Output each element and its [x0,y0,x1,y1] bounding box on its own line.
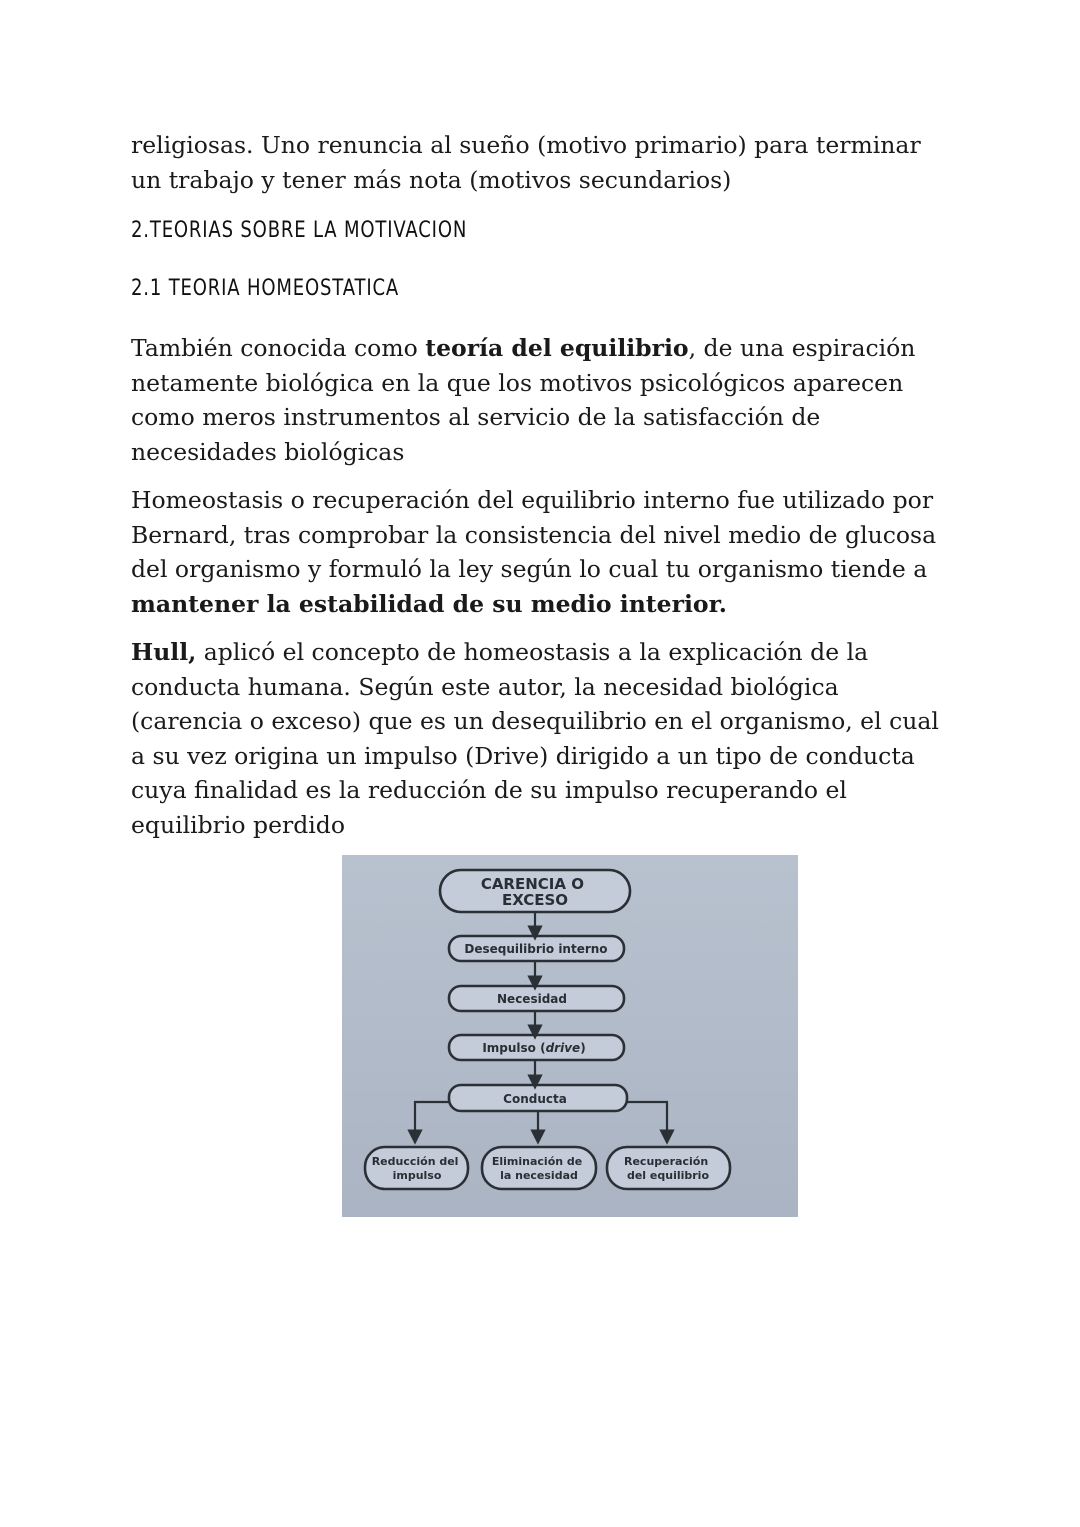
label-impulso-em: drive [545,1041,581,1055]
p2-bold: mantener la estabilidad de su medio interior. [131,589,727,618]
intro-line-1: religiosas. Uno renuncia al sueño (motivo primario) para terminar [131,131,921,159]
diagram-svg [342,855,798,1217]
p1-bold: teoría del equilibrio [425,334,689,362]
node-reduccion [365,1147,468,1189]
label-impulso-b: ) [580,1041,586,1055]
subsection-heading: 2.1 TEORIA HOMEOSTATICA [131,276,400,301]
svg-text:Recuperación del equilib [624,1155,712,1182]
label-reduccion-2: impulso [392,1169,442,1182]
label-desequilibrio: Desequilibrio interno [464,942,608,956]
label-recuperacion-2: del equilibrio [626,1169,710,1182]
p1-text-a: También conocida como [131,334,426,362]
paragraph-equilibrium [131,331,951,469]
p2-text: Homeostasis o recuperación del equilibrio interno fue utilizado por Bernard, tras comprobar la consistencia del nivel medio de glucosa del organismo y formuló la ley según lo cual tu organismo tiende a [131,486,937,583]
intro-line-2: un trabajo y tener más nota (motivos secundarios) [131,165,732,194]
svg-text:Eliminación de la necesi [492,1155,586,1182]
homeostasis-diagram [342,855,798,1217]
p3-bold: Hull, [131,638,197,666]
node-eliminacion [482,1147,596,1189]
label-necesidad: Necesidad [497,992,567,1006]
arrow-branch-left [415,1102,449,1137]
paragraph-bernard [131,483,951,621]
label-carencia-2: EXCESO [501,891,569,909]
label-recuperacion-1: Recuperación [624,1155,709,1168]
label-impulso-a: Impulso ( [482,1041,546,1055]
arrow-branch-right [627,1102,667,1137]
label-carencia-1: CARENCIA O [480,875,584,893]
label-reduccion-1: Reducción del [371,1155,459,1168]
section-heading: 2.TEORIAS SOBRE LA MOTIVACION [131,218,468,243]
label-impulso [482,1041,585,1055]
label-conducta: Conducta [503,1092,567,1106]
label-eliminacion-1: Eliminación de [491,1155,583,1168]
intro-paragraph [131,128,951,197]
node-recuperacion [607,1147,730,1189]
p1-text-b: , de una espiración netamente biológica en la que los motivos psicológicos aparecen como meros instrumentos al servicio de la satisfacción de necesidades biológicas [131,334,916,466]
p3-text: aplicó el concepto de homeostasis a la explicación de la conducta humana. Según este autor, la necesidad biológica (carencia o exceso) que es un desequilibrio en el organismo, el cual a su vez origina un impulso (Drive) dirigido a un tipo de conducta cuya finalidad es la reducción de su impulso recuperando el equilibrio perdido [131,638,939,839]
document-body [131,128,951,842]
paragraph-hull [131,635,951,842]
label-eliminacion-2: la necesidad [500,1169,578,1182]
